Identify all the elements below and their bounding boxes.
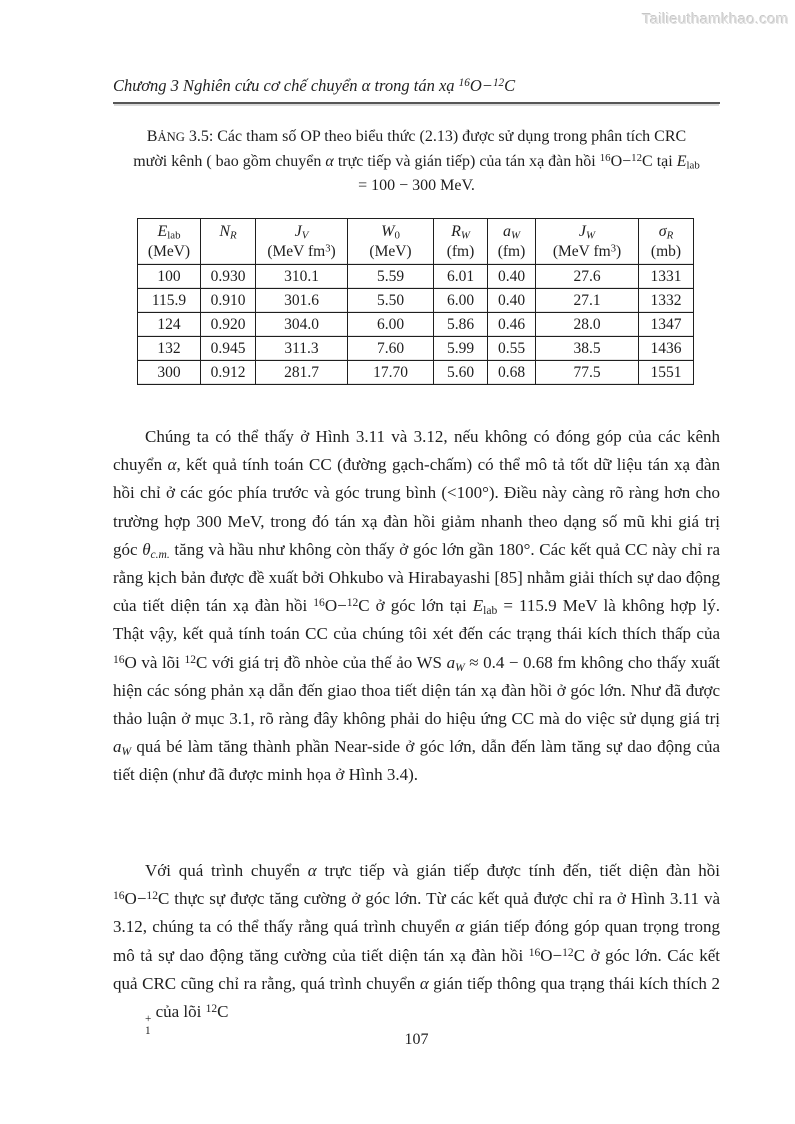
column-header: $J_W$ (MeV $fm^3$) bbox=[536, 219, 639, 265]
paragraph-2: Với quá trình chuyển α trực tiếp và gián tiếp được tính đến, tiết diện đàn hồi $^{16}$O−$^{12}$C thực sự được tăng cường ở góc lớn. Từ các kết quả được chỉ ra ở Hình 3.11 và 3.12, chúng ta có thể thấy rằng quá trình chuyển α gián tiếp đóng góp quan trọng trong mô tả sự dao động tăng cường của tiết diện tán xạ đàn hồi $^{16}$O−$^{12}$C ở góc lớn. Các kết quả CRC cũng chỉ ra rằng, quá trình chuyển α gián tiếp thông qua trạng thái kích thích 2 + 1 của lõi $^{12}$C bbox=[113, 861, 721, 1037]
table-cell: 77.5 bbox=[536, 361, 639, 385]
table-cell: 38.5 bbox=[536, 337, 639, 361]
column-header: $E_{lab}$ (MeV) bbox=[138, 219, 201, 265]
column-header: $\sigma_R$ (mb) bbox=[639, 219, 694, 265]
column-header: $N_R$ bbox=[201, 219, 256, 265]
table-cell: 0.68 bbox=[488, 361, 536, 385]
table-row bbox=[138, 361, 694, 385]
table-cell: 281.7 bbox=[256, 361, 348, 385]
table-cell: 5.99 bbox=[434, 337, 488, 361]
table-cell: 1347 bbox=[639, 313, 694, 337]
table-cell: 17.70 bbox=[348, 361, 434, 385]
paragraph-1: Chúng ta có thể thấy ở Hình 3.11 và 3.12, nếu không có đóng góp của các kênh chuyển α, kết quả tính toán CC (đường gạch-chấm) có thể mô tả tốt dữ liệu tán xạ đàn hồi chỉ ở các góc phía trước và góc trung bình (<100°). Điều này càng rõ ràng hơn cho trường hợp 300 MeV, trong đó tán xạ đàn hồi giảm nhanh theo dạng số mũ khi giá trị góc $\theta_{c.m.}$ tăng và hầu như không còn thấy ở góc lớn gần 180°. Các kết quả CC này chỉ ra rằng kịch bản được đề xuất bởi Ohkubo và Hirabayashi [85] nhằm giải thích sự dao động của tiết diện tán xạ đàn hồi $^{16}$O−$^{12}$C ở góc lớn tại $E_{lab} = 115.9$ MeV là không hợp lý. Thật vậy, kết quả tính toán CC của chúng tôi xét đến các trạng thái kích thích thấp của $^{16}$O và lõi $^{12}$C với giá trị đồ nhòe của thế ảo WS $a_W \approx 0.4 - 0.68$ fm không cho thấy xuất hiện các sóng phản xạ dẫn đến giao thoa tiết diện tán xạ đàn hồi ở góc lớn. Như đã được thảo luận ở mục 3.1, rõ ràng đây không phải do hiệu ứng CC mà do việc sử dụng giá trị $a_W$ quá bé làm tăng thành phần Near-side ở góc lớn, dẫn đến làm tăng sự dao động của tiết diện (như đã được minh họa ở Hình 3.4). bbox=[113, 427, 721, 785]
column-header: $W_0$ (MeV) bbox=[348, 219, 434, 265]
table-cell: 0.912 bbox=[201, 361, 256, 385]
table-cell: 0.920 bbox=[201, 313, 256, 337]
table-cell: 301.6 bbox=[256, 289, 348, 313]
column-header: $a_W$ (fm) bbox=[488, 219, 536, 265]
table-cell: 0.40 bbox=[488, 289, 536, 313]
table-row bbox=[138, 313, 694, 337]
table-cell: 7.60 bbox=[348, 337, 434, 361]
table-cell: 27.6 bbox=[536, 265, 639, 289]
table-cell: 115.9 bbox=[138, 289, 201, 313]
table-cell: 0.46 bbox=[488, 313, 536, 337]
table-cell: 6.00 bbox=[434, 289, 488, 313]
table-cell: 310.1 bbox=[256, 265, 348, 289]
column-header: $J_V$ (MeV $fm^3$) bbox=[256, 219, 348, 265]
table-header-row bbox=[138, 219, 694, 265]
table-cell: 6.01 bbox=[434, 265, 488, 289]
table-cell: 1331 bbox=[639, 265, 694, 289]
table-cell: 1551 bbox=[639, 361, 694, 385]
table-cell: 304.0 bbox=[256, 313, 348, 337]
table-cell: 6.00 bbox=[348, 313, 434, 337]
table-cell: 28.0 bbox=[536, 313, 639, 337]
table-cell: 100 bbox=[138, 265, 201, 289]
table-caption: BẢNG 3.5: Các tham số OP theo biểu thức (2.13) được sử dụng trong phân tích CRC mười kênh ( bao gồm chuyển α trực tiếp và gián tiếp) của tán xạ đàn hồi $^{16}$O−$^{12}$C tại $E_{lab} = 100 - 300$ MeV. bbox=[133, 128, 700, 194]
table-cell: 311.3 bbox=[256, 337, 348, 361]
column-header: $R_W$ (fm) bbox=[434, 219, 488, 265]
table-row bbox=[138, 337, 694, 361]
table-cell: 132 bbox=[138, 337, 201, 361]
table-row bbox=[138, 289, 694, 313]
table-cell: 0.40 bbox=[488, 265, 536, 289]
table-cell: 5.86 bbox=[434, 313, 488, 337]
table-cell: 1332 bbox=[639, 289, 694, 313]
table-body bbox=[138, 265, 694, 385]
table-cell: 300 bbox=[138, 361, 201, 385]
table-cell: 5.60 bbox=[434, 361, 488, 385]
table-cell: 0.945 bbox=[201, 337, 256, 361]
table-cell: 0.910 bbox=[201, 289, 256, 313]
table-cell: 5.50 bbox=[348, 289, 434, 313]
table-cell: 1436 bbox=[639, 337, 694, 361]
table-cell: 5.59 bbox=[348, 265, 434, 289]
table-cell: 27.1 bbox=[536, 289, 639, 313]
op-parameters-table bbox=[137, 218, 694, 385]
table-cell: 124 bbox=[138, 313, 201, 337]
page-number: 107 bbox=[404, 1031, 429, 1048]
watermark: Tailieuthamkhao.com bbox=[642, 11, 789, 28]
table-row bbox=[138, 265, 694, 289]
table-cell: 0.930 bbox=[201, 265, 256, 289]
table-cell: 0.55 bbox=[488, 337, 536, 361]
chapter-running-header: Chương 3 Nghiên cứu cơ chế chuyển α trong tán xạ $^{16}$O−$^{12}$C bbox=[113, 76, 720, 104]
